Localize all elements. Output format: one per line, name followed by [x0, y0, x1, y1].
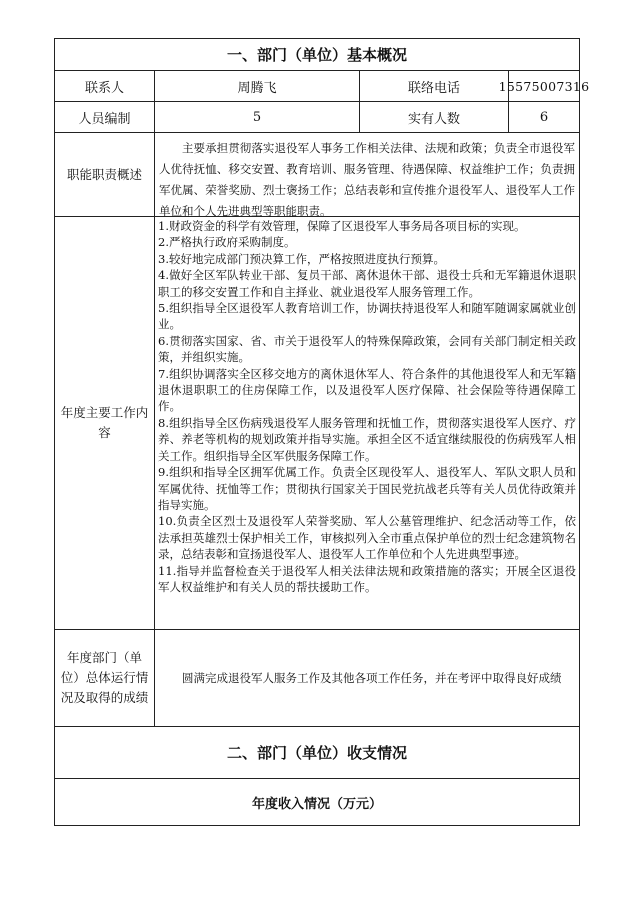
annual-work-list: [155, 217, 579, 629]
list-item: 10.负责全区烈士及退役军人荣誉奖励、军人公墓管理维护、纪念活动等工作，依法承担英雄烈士保护相关工作，审核拟列入全市重点保护单位的烈士纪念建筑物名录，总结表彰和宣扬退役军人、退役军人工作单位和个人先进典型事迹。: [158, 514, 576, 562]
annual-result-label-text: 年度部门（单位）总体运行情况及取得的成绩: [60, 650, 149, 705]
income-title: 年度收入情况（万元）: [251, 796, 382, 812]
list-item: 6.贯彻落实国家、省、市关于退役军人的特殊保障政策，会同有关部门制定相关政策，并组织实施。: [158, 333, 576, 365]
list-item: 4.做好全区军队转业干部、复员干部、离休退休干部、退役士兵和无军籍退休退职职工的移交安置工作和自主择业、就业退役军人服务管理工作。: [158, 268, 576, 299]
staffing-row: [55, 102, 579, 133]
staffing-value: 5: [155, 102, 360, 132]
contact-label: 联系人: [55, 71, 155, 101]
list-item: 5.组织指导全区退役军人教育培训工作，协调扶持退役军人和随军随调家属就业创业。: [158, 301, 576, 332]
budget-form-table: [54, 38, 590, 826]
actual-staff-label: 实有人数: [360, 102, 509, 132]
duties-label-text: 职能职责概述: [66, 166, 142, 182]
staffing-label: 人员编制: [55, 102, 155, 132]
list-item: 1.财政资金的科学有效管理，保障了区退役军人事务局各项目标的实现。: [158, 219, 526, 233]
list-item: 9.组织和指导全区拥军优属工作。负责全区现役军人、退役军人、军队文职人员和军属优待、抚恤等工作；贯彻执行国家关于国民党抗战老兵等有关人员优待政策并指导实施。: [158, 465, 576, 512]
section2-heading-row: [55, 727, 579, 779]
duties-label: [55, 133, 155, 216]
annual-work-label: [55, 217, 155, 629]
annual-work-label-text: 年度主要工作内容: [60, 405, 149, 440]
income-heading-row: [55, 779, 579, 825]
list-item: 2.严格执行政府采购制度。: [158, 235, 296, 250]
contact-name: 周腾飞: [155, 71, 360, 101]
list-item: 7.组织协调落实全区移交地方的离休退休军人、符合条件的其他退役军人和无军籍退休退职职工的住房保障工作，以及退役军人医疗保障、社会保险等待遇保障工作。: [158, 366, 576, 414]
annual-work-row: [55, 217, 579, 630]
duties-row: [55, 133, 579, 217]
contact-row: [55, 71, 590, 102]
annual-result-label: [55, 630, 155, 726]
actual-staff-value: 6: [539, 109, 549, 125]
annual-result-text: 圆满完成退役军人服务工作及其他各项工作任务，并在考评中取得良好成绩: [182, 670, 562, 685]
list-item: 8.组织指导全区伤病残退役军人服务管理和抚恤工作，贯彻落实退役军人医疗、疗养、养老等机构的规划政策并指导实施。承担全区不适宜继续服役的伤病残军人相关工作。组织指导全区军供服务保障工作。: [158, 415, 576, 463]
phone-label: 联络电话: [360, 71, 509, 101]
list-item: 3.较好地完成部门预决算工作，严格按照进度执行预算。: [158, 251, 445, 266]
annual-result-cell: [155, 630, 579, 726]
annual-result-row: [55, 630, 579, 727]
list-item: 11.指导并监督检查关于退役军人相关法律法规和政策措施的落实；开展全区退役军人权益维护和有关人员的帮扶援助工作。: [158, 563, 576, 594]
phone-value: 15575007316: [498, 78, 590, 94]
section2-title: 二、部门（单位）收支情况: [226, 744, 407, 762]
section1-heading-row: [55, 39, 579, 71]
section1-title: 一、部门（单位）基本概况: [226, 46, 407, 64]
duties-text: 主要承担贯彻落实退役军人事务工作相关法律、法规和政策；负责全市退役军人优待抚恤、移交安置、教育培训、服务管理、待遇保障、权益维护工作；负责拥军优属、荣誉奖励、烈士褒扬工作；总结表彰和宣传推介退役军人、退役军人工作单位和个人先进典型等职能职责。: [159, 141, 575, 218]
